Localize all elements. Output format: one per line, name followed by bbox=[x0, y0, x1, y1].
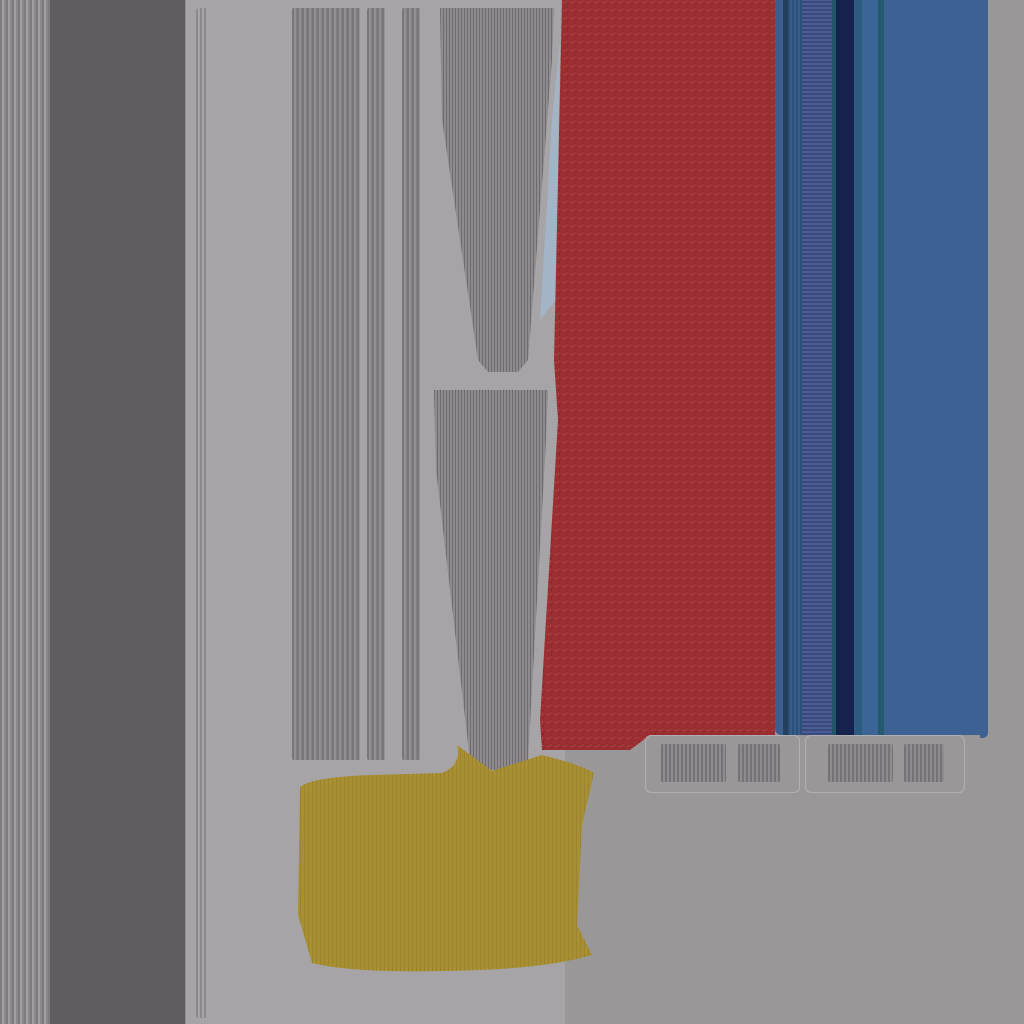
dark-grey-column bbox=[50, 0, 185, 1024]
blue-right-tip bbox=[980, 0, 988, 738]
blue-stripes bbox=[775, 0, 985, 735]
red-panel bbox=[530, 0, 780, 760]
grey-stripe-narrow-2 bbox=[402, 8, 420, 760]
yellow-patch bbox=[292, 745, 602, 975]
left-edge-strip bbox=[0, 0, 50, 1024]
mini-strip-right bbox=[805, 735, 965, 793]
grey-stripe-wide bbox=[292, 8, 360, 760]
mini-strip-left bbox=[645, 735, 800, 793]
grey-stripe-narrow-1 bbox=[367, 8, 385, 760]
thin-rail-strip bbox=[196, 8, 208, 1018]
